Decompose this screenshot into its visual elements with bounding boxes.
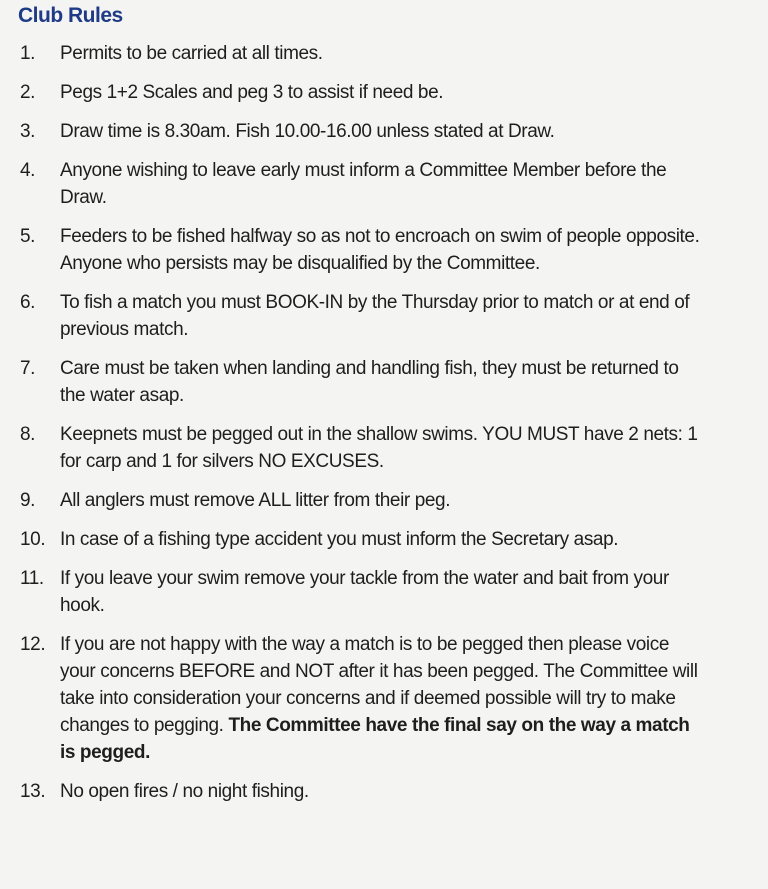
rule-item bbox=[0, 289, 768, 343]
rule-item bbox=[0, 118, 768, 145]
rule-number: 10. bbox=[20, 529, 46, 550]
rule-item bbox=[0, 40, 768, 67]
rule-text: Draw time is 8.30am. Fish 10.00-16.00 unless stated at Draw. bbox=[60, 121, 555, 142]
rule-item bbox=[0, 355, 768, 409]
rule-number: 9. bbox=[20, 490, 36, 511]
rule-item bbox=[0, 487, 768, 514]
rule-text: If you are not happy with the way a match is to be pegged then please voice your concerns BEFORE and NOT after it has been pegged. The Committee will take into consideration your concerns and if deemed possible will try to make changes to pegging. bbox=[60, 634, 698, 736]
rules-list bbox=[0, 40, 768, 817]
rule-bold-text: The Committee have the final say on the way a match is pegged. bbox=[60, 715, 690, 763]
rule-text: Pegs 1+2 Scales and peg 3 to assist if need be. bbox=[60, 82, 444, 103]
rule-item bbox=[0, 223, 768, 277]
rule-text: If you leave your swim remove your tackle from the water and bait from your hook. bbox=[60, 568, 669, 616]
rule-number: 12. bbox=[20, 634, 46, 655]
rule-number: 13. bbox=[20, 781, 46, 802]
rule-item bbox=[0, 778, 768, 805]
rule-number: 7. bbox=[20, 358, 36, 379]
rule-number: 8. bbox=[20, 424, 36, 445]
rule-item bbox=[0, 526, 768, 553]
rule-number: 6. bbox=[20, 292, 36, 313]
rule-text: All anglers must remove ALL litter from their peg. bbox=[60, 490, 451, 511]
rule-text: Feeders to be fished halfway so as not to encroach on swim of people opposite. Anyone who persists may be disqualified by the Committee. bbox=[60, 226, 700, 274]
rule-text: No open fires / no night fishing. bbox=[60, 781, 309, 802]
rule-item bbox=[0, 565, 768, 619]
rule-number: 1. bbox=[20, 43, 36, 64]
rule-item bbox=[0, 79, 768, 106]
rule-number: 11. bbox=[20, 568, 44, 589]
rule-text: Care must be taken when landing and handling fish, they must be returned to the water asap. bbox=[60, 358, 679, 406]
rule-text: Permits to be carried at all times. bbox=[60, 43, 323, 64]
rule-number: 4. bbox=[20, 160, 36, 181]
rule-item bbox=[0, 421, 768, 475]
page-title: Club Rules bbox=[18, 4, 123, 27]
rule-number: 3. bbox=[20, 121, 36, 142]
rule-number: 5. bbox=[20, 226, 36, 247]
rule-item bbox=[0, 631, 768, 766]
rule-text: To fish a match you must BOOK-IN by the Thursday prior to match or at end of previous match. bbox=[60, 292, 690, 340]
rule-item bbox=[0, 157, 768, 211]
rule-text: In case of a fishing type accident you must inform the Secretary asap. bbox=[60, 529, 619, 550]
rule-text: Keepnets must be pegged out in the shallow swims. YOU MUST have 2 nets: 1 for carp and 1 for silvers NO EXCUSES. bbox=[60, 424, 698, 472]
rule-number: 2. bbox=[20, 82, 36, 103]
rule-text: Anyone wishing to leave early must inform a Committee Member before the Draw. bbox=[60, 160, 667, 208]
